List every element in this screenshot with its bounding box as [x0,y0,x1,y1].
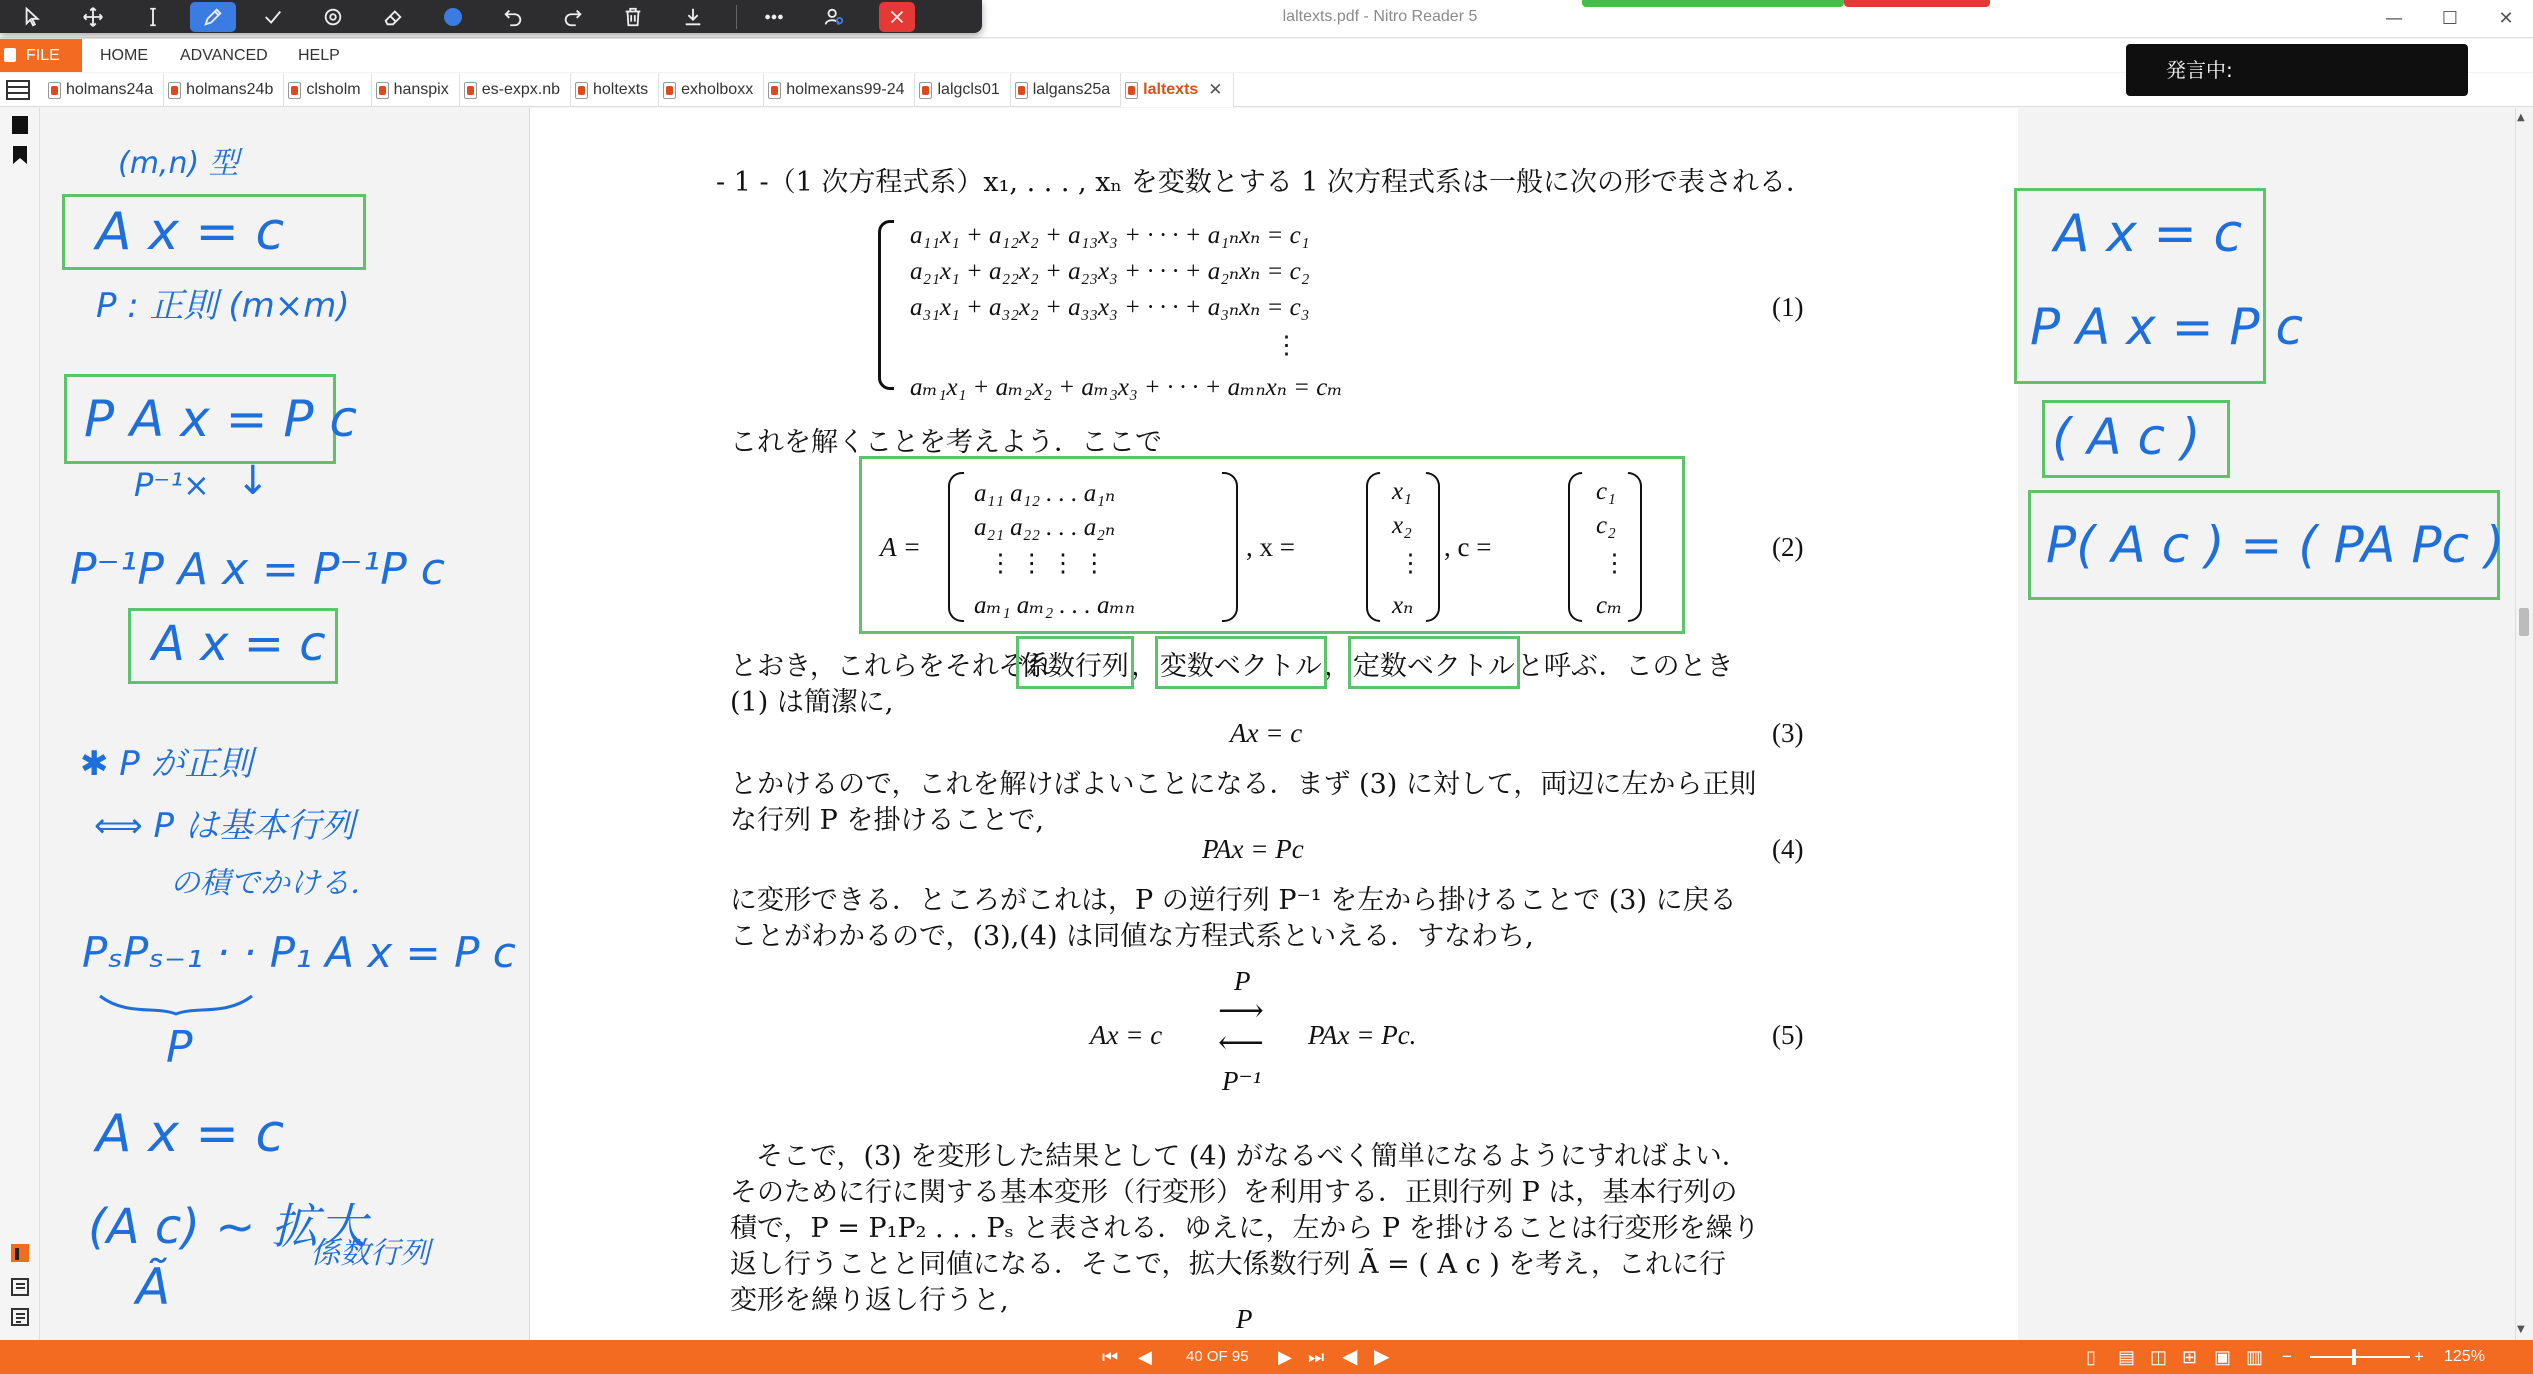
paragraph-5-line-1: に変形できる．ところがこれは，P の逆行列 P⁻¹ を左から掛けることで (3) に戻る [730,885,1737,916]
maximize-button[interactable]: ☐ [2441,8,2459,29]
next-equation-top: P [1236,1304,1253,1334]
last-page-icon[interactable]: ⏭ [1308,1347,1325,1367]
matrix-a-row-1: a₁₁ a₁₂ . . . a₁ₙ [974,480,1116,507]
term-highlight-box [1155,636,1327,689]
ink-augmented: (A c) ~ 拡大 [88,1199,367,1255]
minimize-button[interactable]: — [2385,8,2403,29]
scroll-up-icon[interactable]: ▲ [2517,112,2525,123]
left-tool-strip [0,108,40,1340]
equation-5-right: PAx = Pc. [1308,1020,1417,1050]
pdf-icon [919,82,932,99]
matrix-a-row-m: aₘ₁ aₘ₂ . . . aₘₙ [974,592,1136,619]
menu-help[interactable]: HELP [298,47,340,64]
system-row-2: a₂₁x₁ + a₂₂x₂ + a₂₃x₃ + · · · + a₂ₙxₙ = c₂ [910,258,1310,285]
ink-a-tilde: Ã [136,1258,171,1316]
close-tab-icon[interactable]: ✕ [1208,80,1223,99]
scroll-down-icon[interactable]: ▼ [2517,1324,2525,1335]
ink-eq-ax-c: A x = c [96,202,285,262]
next-page-icon[interactable]: ▶ [1278,1347,1292,1367]
tab-es-expx[interactable]: es-expx.nb [460,73,571,107]
ink-right-augmented: ( A c ) [2052,408,2201,466]
ink-underbrace [96,990,256,1020]
ink-brace-p: P [166,1022,193,1073]
ink-eq-product: PₛPₛ₋₁ · · P₁ A x = P c [82,928,516,977]
menu-file[interactable]: FILE [0,39,82,72]
vector-c-2: c₂ [1596,512,1616,539]
pdf-icon [575,82,588,99]
ink-right-ax-c: A x = c [2054,204,2243,264]
annotations-panel-icon[interactable] [9,1242,31,1264]
pdf-icon [48,82,61,99]
toolbar-divider [736,5,737,29]
system-row-m: aₘ₁x₁ + aₘ₂x₂ + aₘ₃x₃ + · · · + aₘₙxₙ = cₘ [910,374,1343,401]
pdf-icon [1015,82,1028,99]
vertical-scrollbar[interactable] [2515,108,2533,1340]
forward-view-icon[interactable]: ▶ [1374,1346,1390,1368]
paragraph-6-line-3: 積で，P = P₁P₂ . . . Pₛ と表される．ゆえに，左から P を掛けることは行変形を繰り [730,1213,1760,1244]
tab-holmexans99-24[interactable]: holmexans99-24 [764,73,915,107]
select-arrow-icon[interactable] [10,2,56,32]
fit-page-icon[interactable]: ▣ [2214,1347,2232,1367]
output-panel-icon[interactable] [9,1306,31,1328]
vector-x-1: x₁ [1392,478,1412,505]
checkmark-icon[interactable] [250,2,296,32]
vector-x-dots: ⋮ [1398,550,1423,577]
matrix-a-label: A = [880,532,921,562]
equation-number-1: (1) [1772,292,1804,322]
paragraph-5-line-2: ことがわかるので，(3),(4) は同値な方程式系といえる．すなわち, [730,921,1534,952]
system-vdots: ⋮ [1274,332,1299,359]
redo-icon[interactable] [550,2,596,32]
system-brace [878,220,894,390]
term-highlight-box [1016,636,1134,689]
equation-4: PAx = Pc [1202,834,1304,864]
matrix-a-row-2: a₂₁ a₂₂ . . . a₂ₙ [974,514,1116,541]
ink-note-product: の積でかける． [170,866,380,901]
text-cursor-icon[interactable] [130,2,176,32]
equation-5-left: Ax = c [1090,1020,1163,1050]
ink-down-arrow-icon: ↓ [236,458,270,504]
vector-x-left-paren [1366,472,1380,622]
tab-holtexts[interactable]: holtexts [571,73,659,107]
pdf-icon [376,82,389,99]
tab-exholboxx[interactable]: exholboxx [659,73,764,107]
pen-icon[interactable] [190,2,236,32]
equation-number-5: (5) [1772,1020,1804,1050]
term-constant-vector: 定数ベクトル [1352,651,1515,682]
vector-c-dots: ⋮ [1602,550,1627,577]
ink-eq-pinv: P⁻¹P A x = P⁻¹P c [70,544,445,595]
undo-icon[interactable] [490,2,536,32]
zoom-out-button[interactable]: − [2282,1347,2292,1366]
zoom-slider[interactable] [2310,1356,2410,1358]
ink-eq-pax-pc: P A x = P c [84,390,357,448]
tab-hanspix[interactable]: hanspix [372,73,460,107]
close-window-button[interactable]: ✕ [2498,8,2514,29]
color-picker-icon[interactable] [430,2,476,32]
pdf-icon [288,82,301,99]
ink-eq-ax-c-2: A x = c [152,616,326,672]
pdf-icon [464,82,477,99]
matrix-a-row-3: ⋮ ⋮ ⋮ ⋮ [988,550,1107,577]
app-logo-icon [4,48,16,62]
pdf-icon [1125,82,1138,99]
paragraph-2: これを解くことを考えよう．ここで [730,427,1162,458]
back-view-icon[interactable]: ◀ [1342,1346,1358,1368]
zoom-slider-thumb[interactable] [2352,1349,2356,1365]
term-coefficient-matrix: 係数行列 [1020,651,1129,682]
equation-number-3: (3) [1772,718,1804,748]
scrollbar-thumb[interactable] [2519,608,2529,636]
vector-x-label: , x = [1246,532,1295,562]
progress-indicator-red [1844,0,1990,7]
vector-x-2: x₂ [1392,512,1412,539]
delete-trash-icon[interactable] [610,2,656,32]
tab-lalgans25a[interactable]: lalgans25a [1011,73,1121,107]
paragraph-3-line-2: (1) は簡潔に, [730,687,894,718]
matrix-a-left-paren [948,472,964,622]
equation-number-2: (2) [1772,532,1804,562]
system-row-1: a₁₁x₁ + a₁₂x₂ + a₁₃x₃ + · · · + a₁ₙxₙ = c₁ [910,222,1310,249]
close-toolbar-icon[interactable] [879,2,915,32]
term-variable-vector: 変数ベクトル [1159,651,1322,682]
two-page-view-icon[interactable]: ◫ [2150,1347,2168,1367]
vector-c-left-paren [1568,472,1582,622]
pan-move-icon[interactable] [70,2,116,32]
paragraph-6-line-1: そこで，(3) を変形した結果として (4) がなるべく簡単になるようにすればよい． [756,1141,1749,1172]
eraser-icon[interactable] [370,2,416,32]
left-margin-area [40,108,530,1340]
window-title: laltexts.pdf - Nitro Reader 5 [1282,8,1478,25]
first-page-icon[interactable]: ⏮ [1102,1347,1119,1367]
pdf-icon [168,82,181,99]
right-margin-area [2018,108,2515,1340]
zoom-in-button[interactable]: + [2414,1347,2424,1366]
vector-c-m: cₘ [1596,592,1623,619]
ink-eq-ax-c-3: A x = c [96,1104,285,1164]
vector-x-n: xₙ [1392,592,1414,619]
pdf-icon [663,82,676,99]
matrix-a-right-paren [1222,472,1238,622]
menu-home[interactable]: HOME [100,47,148,64]
equation-5-top: P [1234,966,1251,996]
ink-note-regular: ✱ P が正則 [80,744,253,784]
system-row-3: a₃₁x₁ + a₃₂x₂ + a₃₃x₃ + · · · + a₃ₙxₙ = c₃ [910,294,1310,321]
user-settings-icon[interactable] [811,2,857,32]
pages-panel-icon[interactable] [9,114,31,136]
paragraph-6-line-4: 返し行うことと同値になる．そこで，拡大係数行列 Ã = ( A c ) を考え，これに行 [730,1249,1726,1280]
vector-c-right-paren [1628,472,1642,622]
progress-indicator-green [1582,0,1844,7]
continuous-view-icon[interactable]: ▤ [2118,1347,2136,1367]
vector-x-right-paren [1426,472,1440,622]
paragraph-3-line-1: とおき，これらをそれぞれ 係数行列， 変数ベクトル， 定数ベクトルと呼ぶ．このとき [730,644,1733,683]
stamp-icon[interactable] [310,2,356,32]
more-options-icon[interactable] [751,2,797,32]
tab-laltexts[interactable]: laltexts ✕ [1121,73,1233,107]
page-indicator[interactable]: 40 OF 95 [1186,1348,1249,1365]
equation-number-4: (4) [1772,834,1804,864]
paragraph-6-line-5: 変形を繰り返し行うと, [730,1285,1009,1316]
ink-right-p-augmented: P( A c ) = ( PA Pc ) [2046,516,2505,574]
speaking-indicator: 発言中: [2126,44,2468,96]
tab-clsholm[interactable]: clsholm [284,73,371,107]
paragraph-4-line-2: な行列 P を掛けることで, [730,805,1044,836]
ink-note-elementary: ⟺ P は基本行列 [94,806,355,846]
term-highlight-box [1348,636,1520,689]
save-download-icon[interactable] [670,2,716,32]
tab-lalgcls01[interactable]: lalgcls01 [915,73,1010,107]
previous-page-icon[interactable]: ◀ [1138,1347,1152,1367]
pdf-icon [768,82,781,99]
ink-toolbar [0,0,982,33]
zoom-level[interactable]: 125% [2444,1348,2485,1365]
two-page-continuous-icon[interactable]: ⊞ [2182,1347,2198,1367]
paragraph-1: - 1 -（1 次方程式系）x₁, . . . , xₙ を変数とする 1 次方程式系は一般に次の形で表される． [716,167,1814,198]
vector-c-label: , c = [1444,532,1492,562]
fit-width-icon[interactable]: ▥ [2246,1347,2264,1367]
tab-holmans24a[interactable]: holmans24a [44,73,164,107]
vector-c-1: c₁ [1596,478,1616,505]
equation-5-bottom: P⁻¹ [1222,1066,1261,1096]
equation-3: Ax = c [1230,718,1303,748]
panel-toggle-icon[interactable] [6,80,30,100]
document-page [530,108,2018,1340]
single-page-view-icon[interactable]: ▯ [2086,1347,2096,1367]
bookmarks-panel-icon[interactable] [9,144,31,166]
comments-panel-icon[interactable] [9,1276,31,1298]
equation-5-arrows: ⟶ ⟵ [1218,992,1264,1060]
tab-holmans24b[interactable]: holmans24b [164,73,284,107]
paragraph-6-line-2: そのために行に関する基本変形（行変形）を利用する．正則行列 P は，基本行列の [730,1177,1738,1208]
ink-right-pax-pc: P A x = P c [2030,298,2303,356]
menu-advanced[interactable]: ADVANCED [180,47,268,64]
ink-pinv-mult: P⁻¹× [134,466,210,504]
paragraph-4-line-1: とかけるので，これを解けばよいことになる．まず (3) に対して，両辺に左から正則 [730,769,1757,800]
ink-regular-note: P : 正則 (m×m) [96,286,350,326]
ink-augmented-note: 係数行列 [310,1236,430,1271]
ink-type-note: (m,n) 型 [118,146,239,181]
